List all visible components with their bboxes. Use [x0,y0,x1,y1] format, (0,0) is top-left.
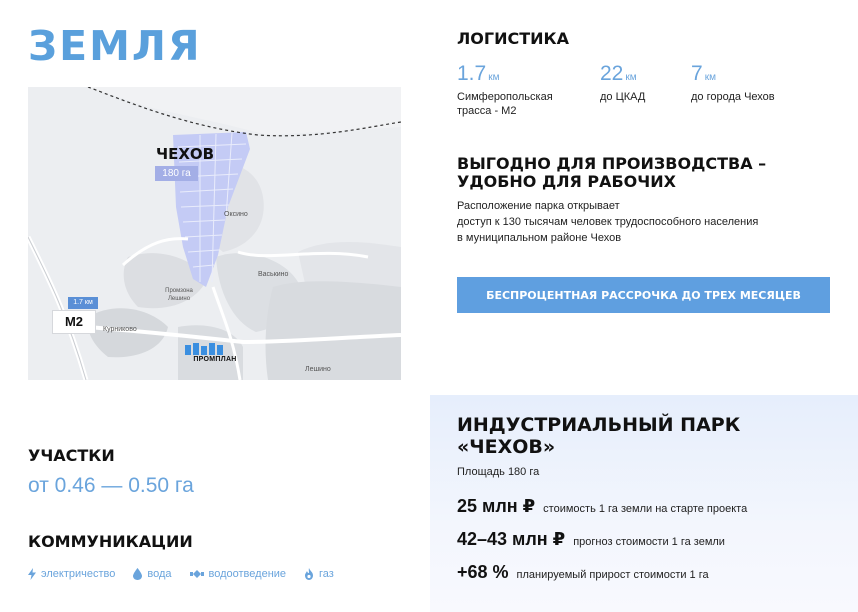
utility-water [133,568,171,580]
communications-title: КОММУНИКАЦИИ [28,532,193,551]
utility-label: вода [147,568,172,580]
page-title: ЗЕМЛЯ [28,22,202,70]
logistics-title: ЛОГИСТИКА [457,29,569,48]
utilities-list [28,568,352,580]
plots-title: УЧАСТКИ [28,446,115,465]
utility-gas [304,568,334,580]
highway-label: М2 [52,310,96,334]
fact-text: стоимость 1 га земли на старте проекта [543,503,748,515]
park-area: Площадь 180 га [457,466,540,478]
logo-text: ПРОМПЛАН [193,356,237,363]
map-city-label: ЧЕХОВ [156,145,215,163]
map-label-vaskino: Васькино [258,271,289,278]
stat-unit: км [488,72,500,83]
utility-drainage [190,568,287,580]
benefit-line: Расположение парка открывает [457,200,620,212]
benefit-line: в муниципальном районе Чехов [457,232,622,244]
plots-size-range: от 0.46 — 0.50 га [28,474,194,497]
utility-label: электричество [41,568,116,580]
logistics-stat-m2 [457,62,587,118]
utility-label: водоотведение [208,568,287,580]
map-label-promzona: Промзона Лешино [165,288,193,302]
fact-start-price [457,496,747,517]
logistics-stat-ckad [600,62,690,104]
promplan-logo [185,343,245,365]
logistics-stat-chekhov [691,62,811,104]
logo-mark-icon [185,343,225,355]
map-label-oksino: Оксино [224,211,248,218]
stat-unit: км [704,72,716,83]
stat-value: 7 [691,62,703,85]
distance-badge: 1.7 км [68,297,98,309]
park-title-line: ИНДУСТРИАЛЬНЫЙ ПАРК [457,414,741,436]
map-drawing [28,87,401,380]
park-title [457,414,740,458]
stat-label: до ЦКАД [600,91,646,103]
benefit-description [457,198,817,246]
benefit-title: ВЫГОДНО ДЛЯ ПРОИЗВОДСТВА – УДОБНО ДЛЯ РАБОЧИХ [457,154,767,191]
fact-forecast-price [457,529,725,550]
fact-text: планируемый прирост стоимости 1 га [516,569,709,581]
installment-button[interactable]: БЕСПРОЦЕНТНАЯ РАССРОЧКА ДО ТРЕХ МЕСЯЦЕВ [457,277,830,313]
fact-value: 42–43 млн ₽ [457,529,566,549]
gas-flame-icon [304,568,314,580]
site-map [28,87,401,380]
stat-label: Симферопольская трасса - М2 [457,91,553,117]
park-title-line: «ЧЕХОВ» [457,436,556,458]
map-label-leshino: Лешино [305,366,331,373]
drainage-icon [190,569,204,579]
stat-label: до города Чехов [691,91,775,103]
park-info-panel [430,395,858,612]
utility-electricity [28,568,115,580]
area-badge: 180 га [155,166,198,181]
benefit-line: доступ к 130 тысячам человек трудоспособного населения [457,216,759,228]
fact-value: +68 % [457,562,509,582]
fact-value: 25 млн ₽ [457,496,536,516]
utility-label: газ [319,568,334,580]
stat-value: 1.7 [457,62,487,85]
stat-value: 22 [600,62,624,85]
stat-unit: км [625,72,637,83]
water-drop-icon [133,568,142,580]
lightning-icon [28,568,36,580]
map-label-kurnikovo: Курниково [103,326,137,333]
fact-growth [457,562,709,583]
fact-text: прогноз стоимости 1 га земли [573,536,725,548]
